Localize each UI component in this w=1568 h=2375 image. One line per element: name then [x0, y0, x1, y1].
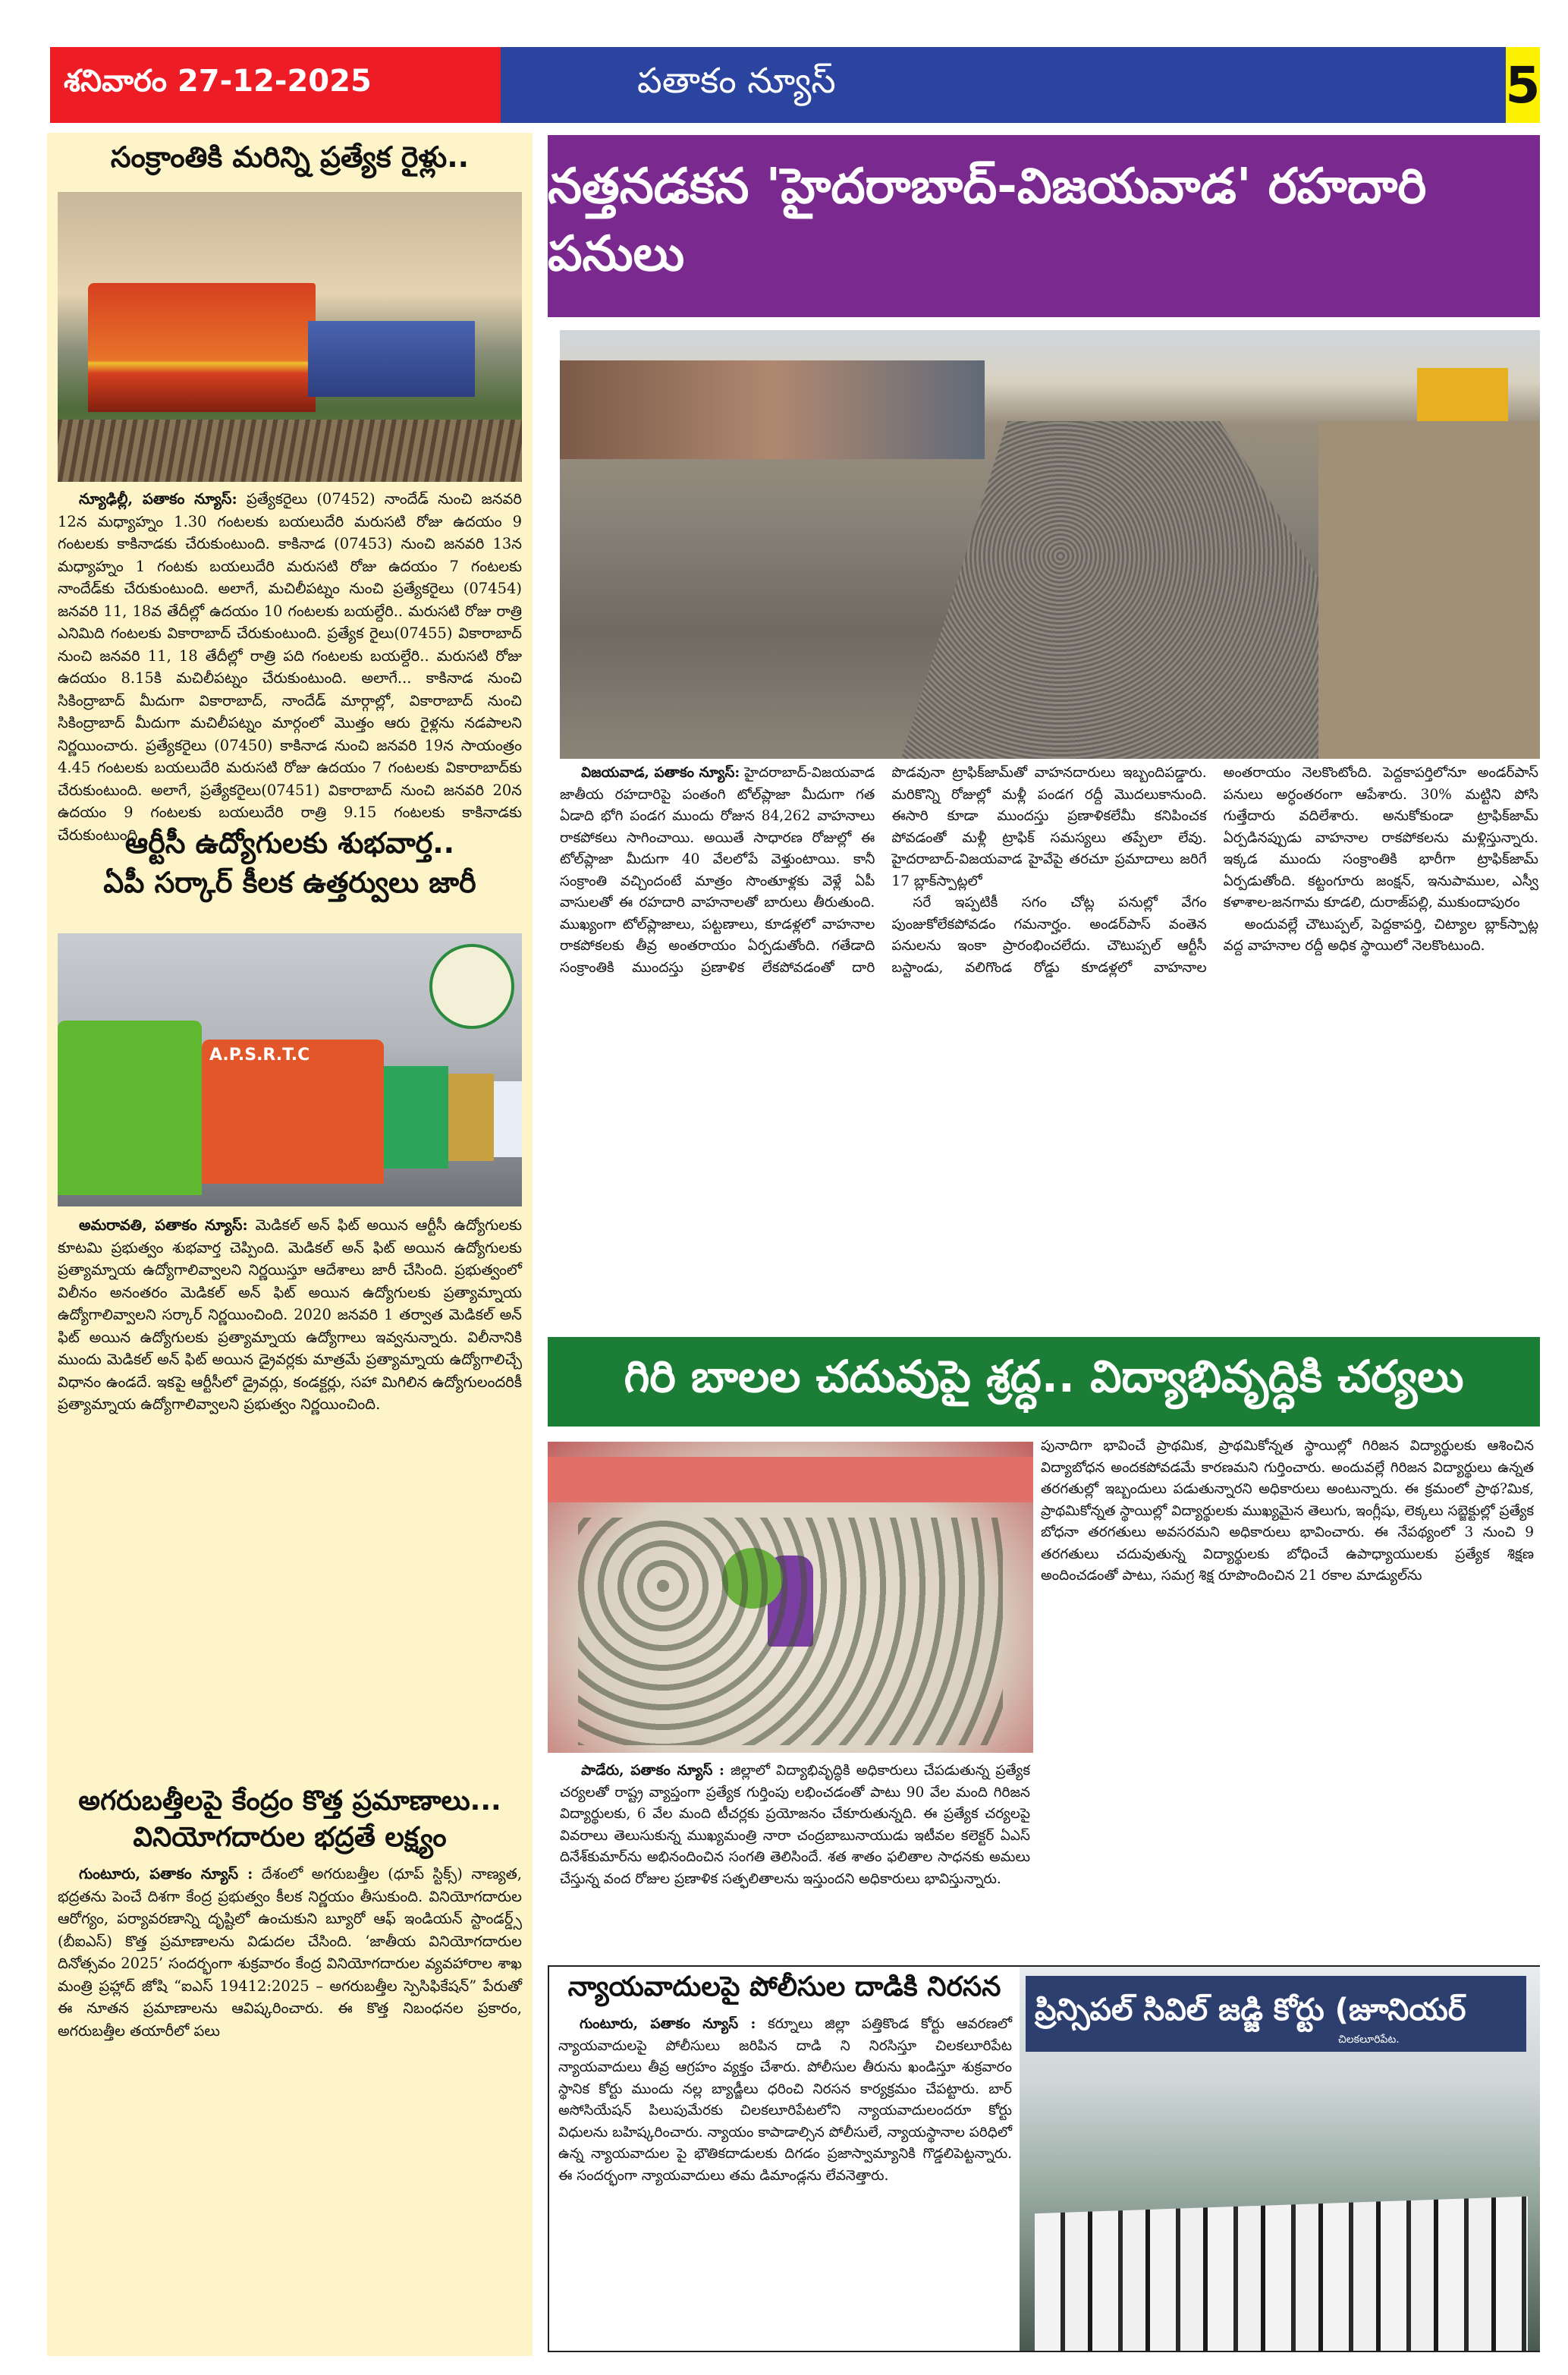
dateline: గుంటూరు, పతాకం న్యూస్ :: [79, 1865, 253, 1883]
newspaper-name: పతాకం న్యూస్: [501, 47, 1506, 123]
court-sign-place: చిలకలూరిపేట.: [1338, 2034, 1400, 2046]
article-text: కర్నూలు జిల్లా పత్తికొండ కోర్టు ఆవరణలో న్యాయవాదులపై పోలీసులు జరిపిన దాడి ని నిరసిస్తూ చిలకలూరిపేట న్యాయవాదులు తీవ్ర ఆగ్రహం వ్యక్తం చేశారు. పోలీసుల తీరును ఖండిస్తూ శుక్రవారం స్థానిక కోర్టు ముందు నల్ల బ్యాడ్జీలు ధరించి నిరసన కార్యక్రమం చేపట్టారు. బార్ అసోసియేషన్ పిలుపుమేరకు చిలకలూరిపేటలోని న్యాయవాదులందరూ కోర్టు విధులను బహిష్కరించారు. న్యాయం కాపాడాల్సిన పోలీసులే, న్యాయస్థానాల పరిధిలో ఉన్న న్యాయవాదుల పై భౌతికదాడులకు దిగడం ప్రజాస్వామ్యానికి గొడ్డలిపెట్టన్నారు. ఈ సందర్భంగా న్యాయవాదులు తమ డిమాండ్లను లేవనెత్తారు.: [558, 2016, 1012, 2184]
incense-headline: [47, 1783, 533, 1856]
headline-line: అగరుబత్తీలపై కేంద్రం కొత్త ప్రమాణాలు...: [78, 1785, 501, 1817]
article-text: ప్రత్యేకరైలు (07452) నాందేడ్ నుంచి జనవరి 12న మధ్యాహ్నం 1.30 గంటలకు బయలుదేరి మరుసటి రోజు ఉదయం 9 గంటలకు కాకినాడకు చేరుకుంటుంది. కాకినాడ (07453) నుంచి జనవరి 13న మధ్యాహ్నం 1 గంటకు బయలుదేరి మరుసటి రోజు ఉదయం 7 గంటలకు నాందేడ్‌కు చేరుకుంటుంది. అలాగే, మచిలీపట్నం నుంచి ప్రత్యేకరైలు (07454) జనవరి 11, 18వ తేదీల్లో ఉదయం 10 గంటలకు బయల్దేరి.. మరుసటి రోజు రాత్రి ఎనిమిది గంటలకు వికారాబాద్ చేరుకుంటుంది. ప్రత్యేక రైలు(07455) వికారాబాద్ నుంచి జనవరి 11, 18 తేదీల్లో రాత్రి పది గంటలకు బయల్దేరి.. మరుసటి రోజు ఉదయం 8.15కి మచిలీపట్నం చేరుకుంటుంది. అలాగే... కాకినాడ నుంచి సికింద్రాబాద్ మీదుగా వికారాబాద్, నాందేడ్ మార్గాల్లో, వికారాబాద్ నుంచి సికింద్రాబాద్ మీదుగా మచిలీపట్నం మార్గంలో మొత్తం ఆరు రైళ్లను నడపాలని నిర్ణయించారు. ప్రత్యేకరైలు (07450) కాకినాడ నుంచి జనవరి 19న సాయంత్రం 4.45 గంటలకు బయలుదేరి మరుసటి రోజు ఉదయం 7 గంటలకు వికారాబాద్‌కు చేరుకుంటుంది. అలాగే, ప్రత్యేకరైలు(07451) వికారాబాద్ నుంచి జనవరి 20న ఉదయం 9 గంటలకు బయలుదేరి రాత్రి 9.15 గంటలకు కాకినాడకు చేరుకుంటుంది.: [58, 490, 522, 844]
tribal-body-1: [560, 1760, 1030, 1890]
article-text: మెడికల్ అన్ ఫిట్ అయిన ఆర్టీసీ ఉద్యోగులకు కూటమి ప్రభుత్వం శుభవార్త చెప్పింది. మెడికల్ అన్ ఫిట్ అయిన ఉద్యోగులకు ప్రత్యామ్నాయ ఉద్యోగాలివ్వాలని నిర్ణయిస్తూ ఆదేశాలు జారీ చేసింది. ప్రభుత్వంలో విలీనం అనంతరం మెడికల్ అన్ ఫిట్ అయిన ఉద్యోగులకు ప్రత్యామ్నాయ ఉద్యోగాలివ్వాలని సర్కార్ నిర్ణయించింది. 2020 జనవరి 1 తర్వాత మెడికల్ అన్ ఫిట్ అయిన ఉద్యోగులకు ప్రత్యామ్నాయ ఉద్యోగాలు ఇవ్వనున్నారు. విలీనానికి ముందు మెడికల్ అన్ ఫిట్ అయిన డ్రైవర్లకు మాత్రమే ప్రత్యామ్నాయ ఉద్యోగాలిచ్చే విధానం ఉండదే. ఇకపై ఆర్టీసీలో డ్రైవర్లు, కండక్టర్లు, సహా మిగిలిన ఉద్యోగులందరికీ ప్రత్యామ్నాయ ఉద్యోగాలివ్వాలని ప్రభుత్వం నిర్ణయించింది.: [58, 1216, 523, 1413]
court-protest-photo: [1020, 1967, 1540, 2351]
bus-photo: [58, 933, 522, 1206]
trains-headline: సంక్రాంతికి మరిన్ని ప్రత్యేక రైళ్లు..: [110, 140, 470, 174]
trains-body: [58, 488, 522, 846]
headline-line: వినియోగదారుల భద్రతే లక్ష్యం: [133, 1822, 447, 1853]
lawyers-body: [558, 2014, 1012, 2187]
tribal-body-2: పునాదిగా భావించే ప్రాథమిక, ప్రాథమికోన్నత స్థాయిల్లో గిరిజన విద్యార్థులకు ఆశించిన విద్యాబోధన అందకపోవడమే కారణమని గుర్తించారు. అందువల్లే గిరిజన విద్యార్థులు ఉన్నత తరగతుల్లో ఇబ్బందులు పడుతున్నారని అధికారులు అంటున్నారు. ఈ క్రమంలో ప్రాథ?మిక, ప్రాథమికోన్నత స్థాయిల్లో విద్యార్థులకు ముఖ్యమైన తెలుగు, ఇంగ్లీషు, లెక్కలు సబ్జెక్టుల్లో ప్రత్యేక బోధనా తరగతులు అవసరమని అధికారులు భావించారు. ఈ నేపథ్యంలో 3 నుంచి 9 తరగతులు చదువుతున్న విద్యార్థులకు బోధించే ఉపాధ్యాయులకు ప్రత్యేక శిక్షణ అందించడంతో పాటు, సమగ్ర శిక్ష రూపొందించిన 21 రకాల మాడ్యుల్‌ను: [1041, 1438, 1534, 1584]
headline-line: ఏపీ సర్కార్ కీలక ఉత్తర్వులు జారీ: [103, 866, 476, 899]
tribal-article-left: [560, 1760, 1030, 1958]
dateline: పాడేరు, పతాకం న్యూస్ :: [581, 1763, 724, 1779]
lawyers-headline: న్యాయవాదులపై పోలీసుల దాడికి నిరసన: [567, 1971, 1001, 2002]
issue-date: శనివారం 27-12-2025: [50, 47, 501, 123]
rtc-body: [58, 1214, 522, 1416]
highway-road-photo: [560, 330, 1540, 759]
lawyers-story-box: [548, 1965, 1540, 2352]
rtc-headline: [47, 823, 533, 902]
highway-article: [560, 763, 1538, 1328]
tribal-headline: గిరి బాలల చదువుపై శ్రద్ధ.. విద్యాభివృద్ధికి చర్యలు: [548, 1337, 1540, 1427]
dateline: విజయవాడ, పతాకం న్యూస్:: [581, 765, 740, 781]
dateline: అమరావతి, పతాకం న్యూస్:: [79, 1216, 248, 1234]
incense-body: [58, 1863, 522, 2042]
article-text: జిల్లాలో విద్యాభివృద్ధికి అధికారులు చేపడుతున్న ప్రత్యేక చర్యలతో రాష్ట్ర వ్యాప్తంగా ప్రత్యేక గుర్తింపు లభించడంతో పాటు 90 వేల మంది గిరిజన విద్యార్థులకు, 6 వేల మంది టీచర్లకు ప్రయోజనం చేకూరుతున్నది. ఈ ప్రత్యేక చర్యలపై వివరాలు తెలుసుకున్న ముఖ్యమంత్రి నారా చంద్రబాబునాయుడు ఇటీవల కలెక్టర్ ఏఎస్ దినేశ్‌కుమార్‌ను అభినందించిన సంగతి తెలిసిందే. శత శాతం ఫలితాల సాధనకు అమలు చేస్తున్న వంద రోజుల ప్రణాళిక సత్ఫలితాలను ఇస్తుందని అధికారులు భావిస్తున్నారు.: [560, 1763, 1030, 1887]
highway-body-2: సరే ఇప్పటికీ సగం చోట్ల పనుల్లో వేగం పుంజుకోలేకపోవడం గమనార్హం. అండర్‌పాస్ వంతెన పనులను ఇంకా ప్రారంభించలేదు. చౌటుప్పల్ ఆర్టీసీ బస్టాండు, వలిగొండ రోడ్డు కూడళ్లలో వాహనాల అంతరాయం నెలకొంటోంది. పెద్దకాపర్తిలోనూ అండర్‌పాస్ పనులు అర్ధంతరంగా ఆపేశారు. 30% మట్టిని పోసి గుత్తేదారు వదిలేశారు. అనుకోకుండా ట్రాఫిక్‌జామ్ ఏర్పడినప్పుడు వాహనాల రాకపోకలను మళ్లిస్తున్నారు. ఇక్కడ ముందు సంక్రాంతికి భారీగా ట్రాఫిక్‌జామ్ ఏర్పడుతోంది. కట్టంగూరు జంక్షన్, ఇనుపాముల, ఎస్వీ కళాశాల-జనగామ కూడలి, దురాజ్‌పల్లి, ముకుందాపురం: [891, 765, 1538, 976]
page-number: 5: [1506, 47, 1540, 123]
tribal-article-right: [1041, 1436, 1534, 1959]
court-sign-text: ప్రిన్సిపల్ సివిల్ జడ్జి కోర్టు (జూనియర్: [1035, 1993, 1466, 2027]
article-text: హైదరాబాద్-విజయవాడ జాతీయ రహదారిపై పంతంగి టోల్‌ప్లాజా మీదుగా గత ఏడాది భోగి పండగ ముందు రోజున 84,262 వాహనాలు రాకపోకలు సాగించాయి. అయితే సాధారణ రోజుల్లో ఈ టోల్‌ప్లాజా మీదుగా 40 వేలలోపే వెళ్తుంటాయి. కానీ సంక్రాంతి వచ్చిందంటే మాత్రం సొంతూళ్లకు వెళ్లే ఏపీ వాసులతో ఈ రహదారి వాహనాలతో బారులు తీరుతుంది. ముఖ్యంగా టోల్‌ప్లాజాలు, పట్టణాలు, కూడళ్లలో వాహనాల రాకపోకలకు తీవ్ర అంతరాయం ఏర్పడుతోంది. గతేడాది సంక్రాంతికి ముందస్తు ప్రణాళిక లేకపోవడంతో దారి పొడవునా ట్రాఫిక్‌జామ్‌తో వాహనదారులు ఇబ్బందిపడ్డారు. మరికొన్ని రోజుల్లో మళ్లీ పండగ రద్దీ మొదలుకానుంది. ఈసారి కూడా ముందస్తు ప్రణాళికలేమీ కనిపించక పోవడంతో మళ్లీ ట్రాఫిక్ సమస్యలు తప్పేలా లేవు. హైదరాబాద్-విజయవాడ హైవేపై తరచూ ప్రమాదాలు జరిగే 17 బ్లాక్‌స్పాట్లలో: [560, 765, 1207, 976]
classroom-photo: [548, 1442, 1033, 1753]
ap-govt-emblem-icon: [429, 944, 514, 1029]
headline-line: ఆర్టీసీ ఉద్యోగులకు శుభవార్త..: [124, 826, 455, 860]
left-column: [47, 133, 533, 2356]
court-signboard: [1026, 1976, 1526, 2052]
bus-label: A.P.S.R.T.C: [209, 1046, 310, 1065]
train-photo: [58, 192, 522, 482]
dateline: గుంటూరు, పతాకం న్యూస్ :: [580, 2016, 756, 2032]
highway-body-3: అందువల్లే చౌటుప్పల్, పెద్దకాపర్తి, చిట్యాల బ్లాక్‌స్పాట్ల వద్ద వాహనాల రద్దీ అధిక స్థాయిలో నెలకొంటుంది.: [1223, 916, 1538, 954]
highway-headline: నత్తనడకన 'హైదరాబాద్-విజయవాడ' రహదారి పనులు: [548, 135, 1540, 317]
article-text: దేశంలో అగరుబత్తీల (ధూప్ స్టిక్స్) నాణ్యత, భద్రతను పెంచే దిశగా కేంద్ర ప్రభుత్వం కీలక నిర్ణయం తీసుకుంది. వినియోగదారుల ఆరోగ్యం, పర్యావరణాన్ని దృష్టిలో ఉంచుకుని బ్యూరో ఆఫ్ ఇండియన్ స్టాండర్డ్స్ (బీఐఎస్) కొత్త ప్రమాణాలను విడుదల చేసింది. ‘జాతీయ వినియోగదారుల దినోత్సవం 2025’ సందర్భంగా శుక్రవారం కేంద్ర వినియోగదారుల వ్యవహారాల శాఖ మంత్రి ప్రహ్లాద్ జోషి “ఐఎస్ 19412:2025 – అగరుబత్తీల స్పెసిఫికేషన్” పేరుతో ఈ నూతన ప్రమాణాలను ఆవిష్కరించారు. ఈ కొత్త నిబంధనల ప్రకారం, అగరుబత్తీల తయారీలో పలు: [58, 1865, 522, 2040]
dateline: న్యూఢిల్లీ, పతాకం న్యూస్:: [79, 490, 237, 508]
